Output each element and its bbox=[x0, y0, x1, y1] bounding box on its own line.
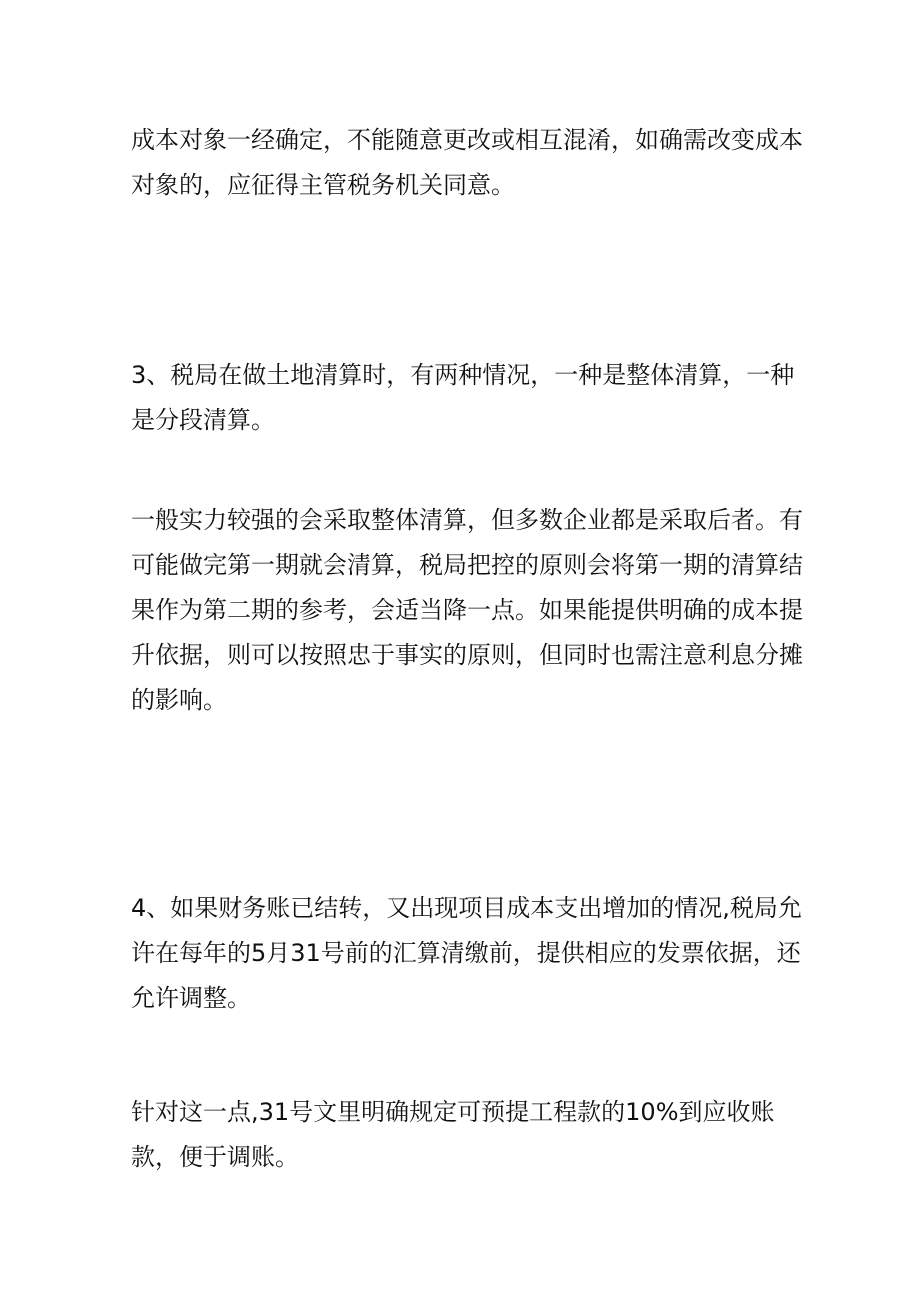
paragraph-document-31: 针对这一点,31号文里明确规定可预提工程款的10%到应收账款，便于调账。 bbox=[131, 1098, 775, 1171]
paragraph-point-3: 3、税局在做土地清算时，有两种情况，一种是整体清算，一种是分段清算。 bbox=[131, 361, 795, 434]
paragraph-cost-object: 成本对象一经确定，不能随意更改或相互混淆，如确需改变成本对象的，应征得主管税务机关同意。 bbox=[131, 126, 803, 199]
paragraph-point-4: 4、如果财务账已结转，又出现项目成本支出增加的情况,税局允许在每年的5月31号前的汇算清缴前，提供相应的发票依据，还允许调整。 bbox=[131, 894, 802, 1012]
paragraph-clearing-detail: 一般实力较强的会采取整体清算，但多数企业都是采取后者。有可能做完第一期就会清算，税局把控的原则会将第一期的清算结果作为第二期的参考，会适当降一点。如果能提供明确的成本提升依据，则可以按照忠于事实的原则，但同时也需注意利息分摊的影响。 bbox=[131, 506, 803, 714]
